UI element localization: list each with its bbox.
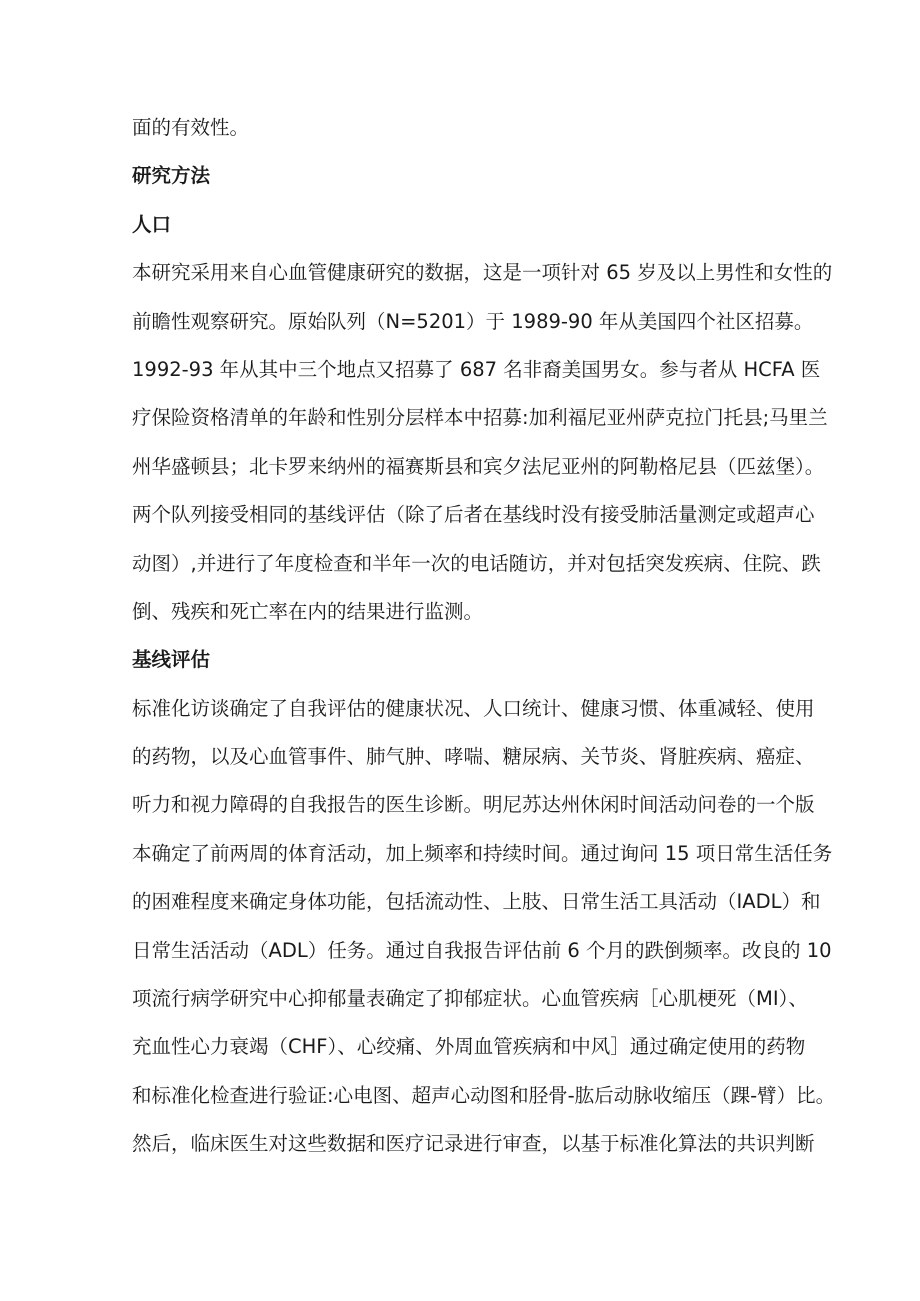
- baseline-line-6: 日常生活活动（ADL）任务。通过自我报告评估前 6 个月的跌倒频率。改良的 10: [132, 938, 832, 962]
- baseline-line-5: 的困难程度来确定身体功能，包括流动性、上肢、日常生活工具活动（IADL）和: [132, 890, 821, 914]
- section-title: 研究方法: [132, 164, 211, 188]
- baseline-line-1: 标准化访谈确定了自我评估的健康状况、人口统计、健康习惯、体重减轻、使用: [132, 696, 815, 720]
- baseline-line-4: 本确定了前两周的体育活动，加上频率和持续时间。通过询问 15 项日常生活任务: [132, 841, 833, 865]
- population-line-5: 州华盛顿县；北卡罗来纳州的福赛斯县和宾夕法尼亚州的阿勒格尼县（匹兹堡）。: [132, 454, 825, 478]
- baseline-line-9: 和标准化检查进行验证:心电图、超声心动图和胫骨-肱后动脉收缩压（踝-臂）比。: [132, 1083, 836, 1107]
- population-line-4: 疗保险资格清单的年龄和性别分层样本中招募:加利福尼亚州萨克拉门托县;马里兰: [132, 406, 828, 430]
- document-page: [132, 116, 836, 1181]
- baseline-line-2: 的药物，以及心血管事件、肺气肿、哮喘、糖尿病、关节炎、肾脏疾病、癌症、: [132, 745, 815, 769]
- population-line-2: 前瞻性观察研究。原始队列（N=5201）于 1989-90 年从美国四个社区招募。: [132, 309, 814, 333]
- population-line-8: 倒、残疾和死亡率在内的结果进行监测。: [132, 599, 484, 623]
- baseline-line-7: 项流行病学研究中心抑郁量表确定了抑郁症状。心血管疾病［心肌梗死（MI）、: [132, 987, 808, 1011]
- intro-tail-line: 面的有效性。: [132, 116, 250, 139]
- baseline-line-3: 听力和视力障碍的自我报告的医生诊断。明尼苏达州休闲时间活动问卷的一个版: [132, 793, 815, 817]
- baseline-line-8: 充血性心力衰竭（CHF）、心绞痛、外周血管疾病和中风］通过确定使用的药物: [132, 1035, 806, 1059]
- population-line-6: 两个队列接受相同的基线评估（除了后者在基线时没有接受肺活量测定或超声心: [132, 503, 815, 527]
- population-line-1: 本研究采用来自心血管健康研究的数据，这是一项针对 65 岁及以上男性和女性的: [132, 261, 833, 285]
- baseline-line-10: 然后，临床医生对这些数据和医疗记录进行审查，以基于标准化算法的共识判断: [132, 1132, 815, 1156]
- population-line-7: 动图）,并进行了年度检查和半年一次的电话随访，并对包括突发疾病、住院、跌: [132, 551, 821, 575]
- population-line-3: 1992-93 年从其中三个地点又招募了 687 名非裔美国男女。参与者从 HCFA 医: [132, 357, 821, 381]
- baseline-heading: 基线评估: [132, 648, 211, 672]
- population-heading: 人口: [132, 212, 172, 236]
